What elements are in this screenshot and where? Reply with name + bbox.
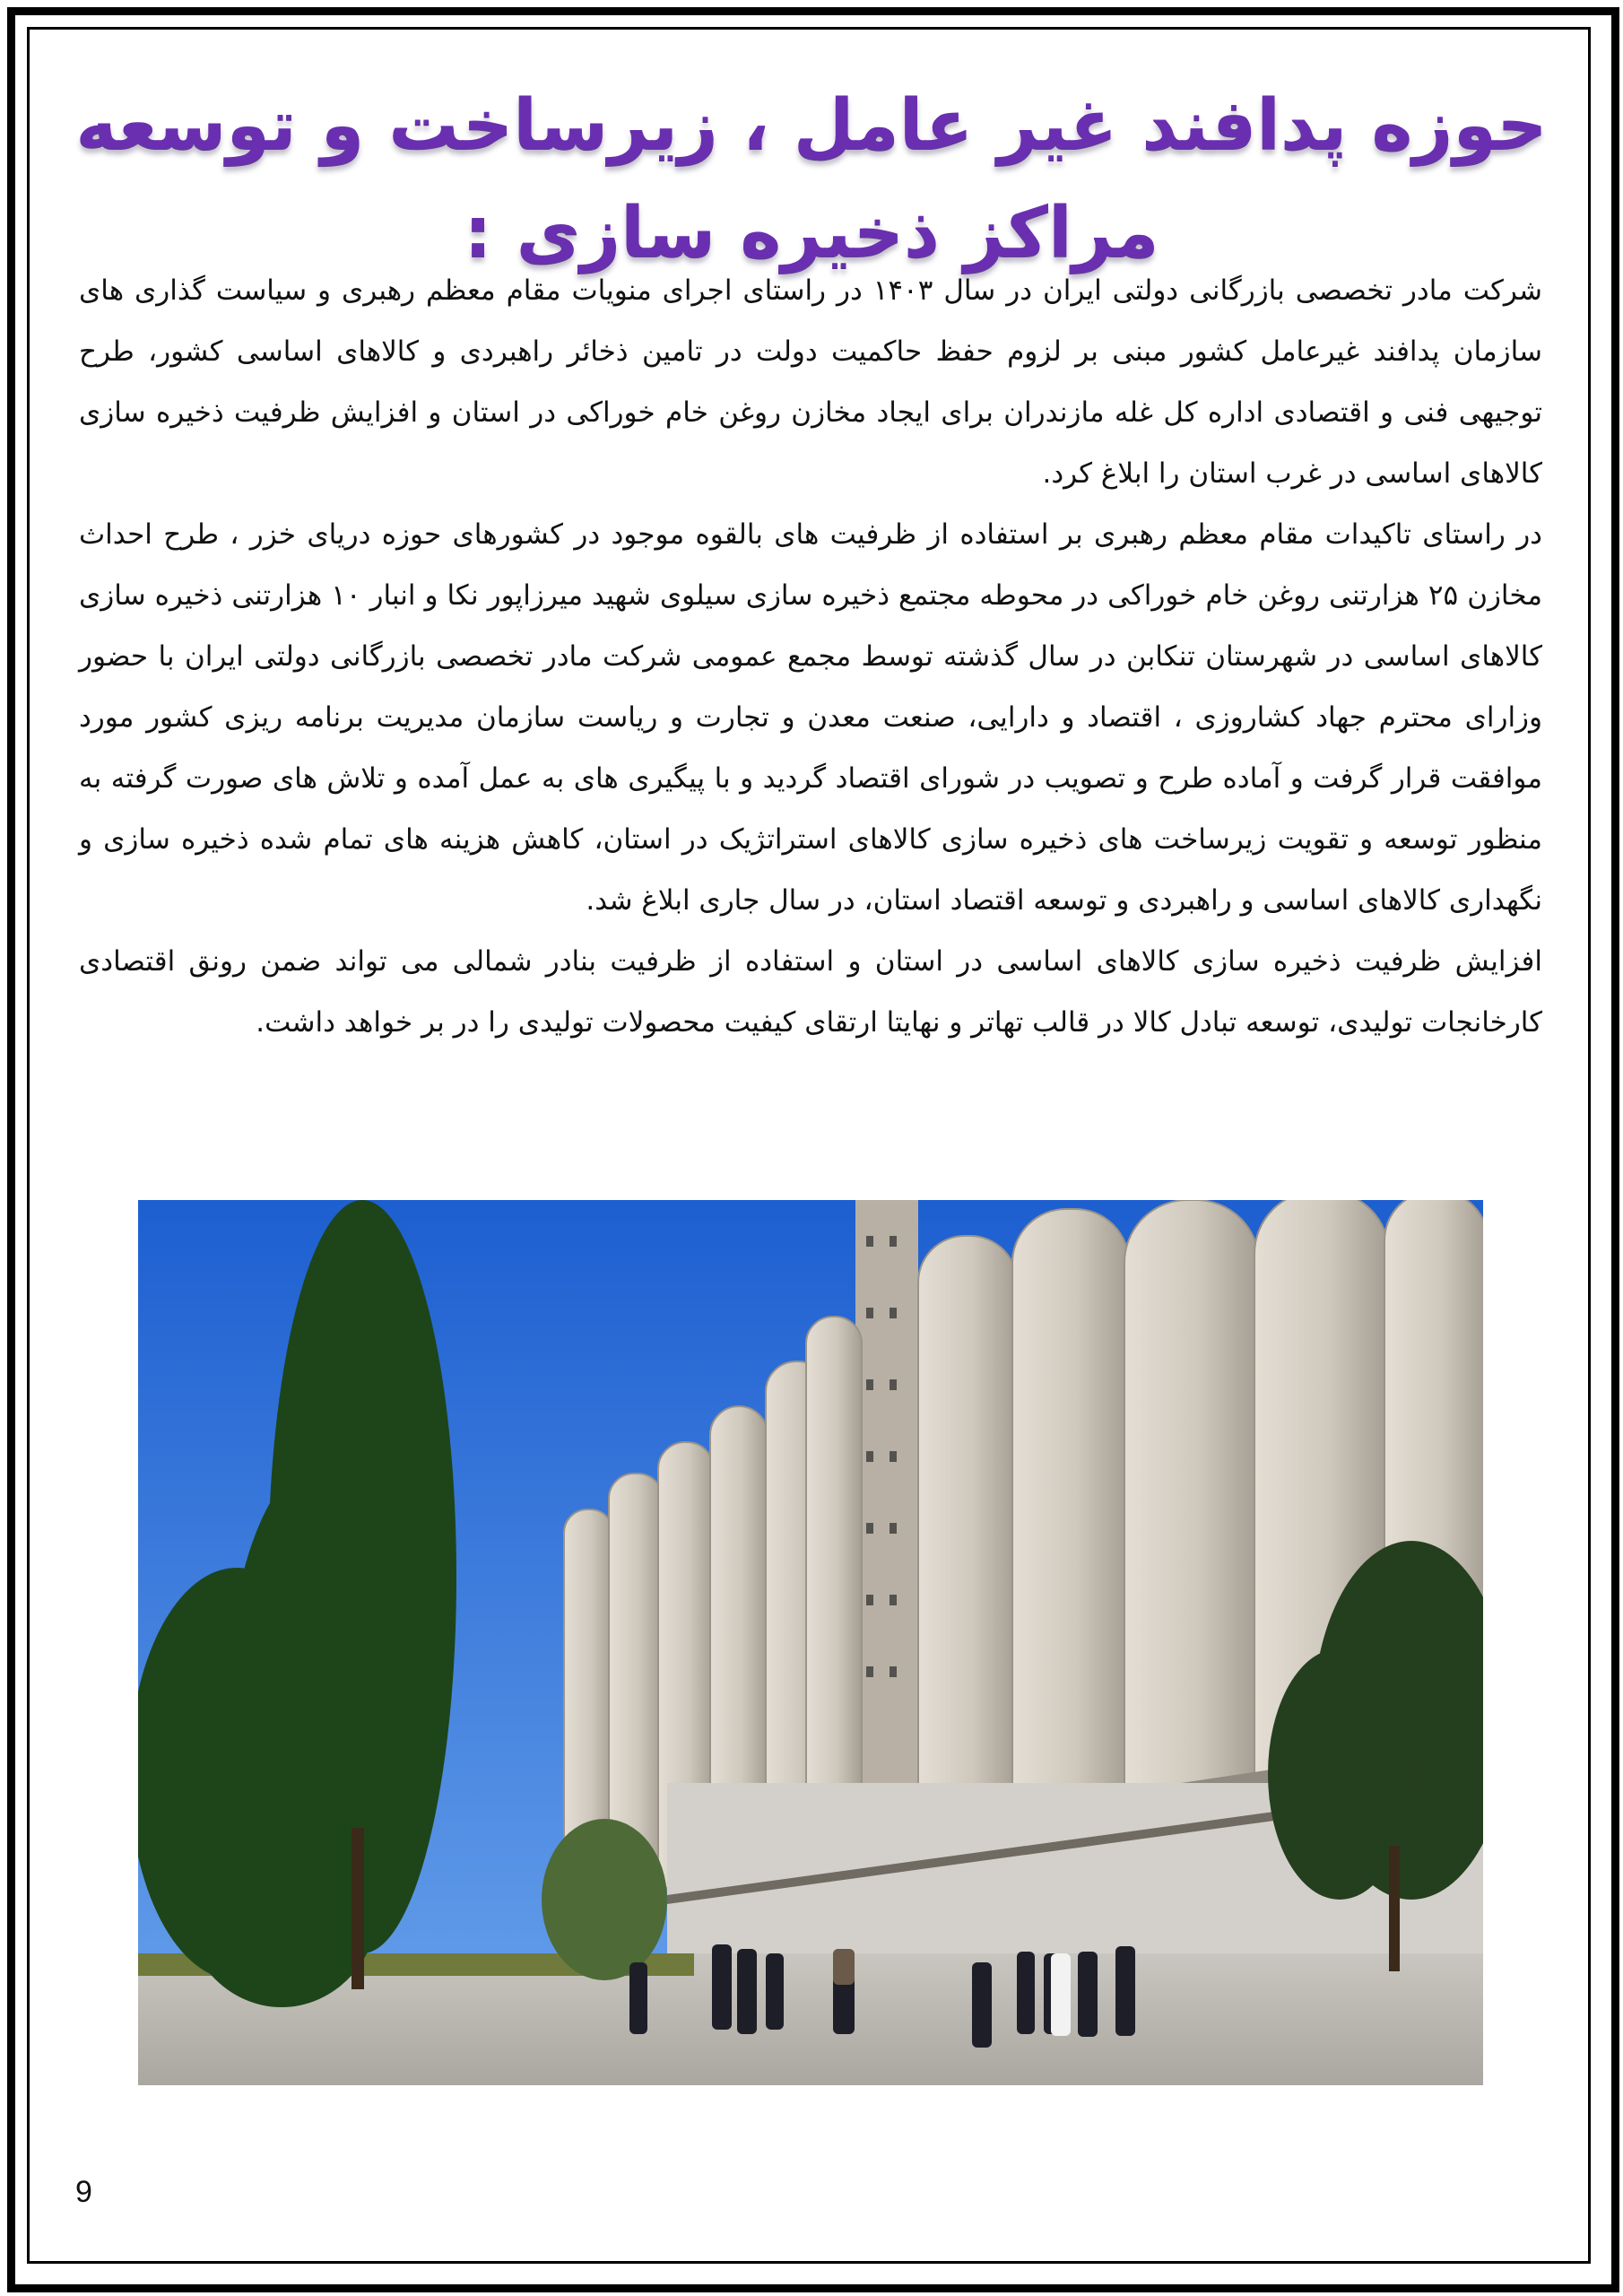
silo-photo — [138, 1200, 1483, 2085]
article-body — [79, 260, 1542, 1053]
paragraph-1: شرکت مادر تخصصی بازرگانی دولتی ایران در سال ۱۴۰۳ در راستای اجرای منویات مقام معظم رهبری و سیاست گذاری های سازمان پدافند غیرعامل کشور مبنی بر لزوم حفظ حاکمیت دولت در تامین ذخائر راهبردی و کالاهای اساسی کشور، طرح توجیهی فنی و اقتصادی اداره کل غله مازندران برای ایجاد مخازن روغن خام خوراکی در استان و افزایش ظرفیت ذخیره سازی کالاهای اساسی در غرب استان را ابلاغ کرد. — [79, 274, 1543, 490]
page-number: 9 — [75, 2175, 92, 2209]
silo-tower — [855, 1200, 918, 1846]
paragraph-2: در راستای تاکیدات مقام معظم رهبری بر استفاده از ظرفیت های بالقوه موجود در کشورهای حوزه دریای خزر ، طرح احداث مخازن ۲۵ هزارتنی روغن خام خوراکی در محوطه مجتمع ذخیره سازی سیلوی شهید میرزاپور نکا و انبار ۱۰ هزارتنی ذخیره سازی کالاهای اساسی در شهرستان تنکابن در سال گذشته توسط مجمع عمومی شرکت مادر تخصصی بازرگانی دولتی ایران با حضور وزارای محترم جهاد کشاروزی ، اقتصاد و دارایی، صنعت معدن و تجارت و ریاست سازمان مدیریت برنامه ریزی کشور مورد موافقت قرار گرفت و آماده طرح و تصویب در شورای اقتصاد گردید و با پیگیری های به عمل آمده و تلاش های صورت گرفته به منظور توسعه و تقویت زیرساخت های ذخیره سازی کالاهای استراتژیک در استان، کاهش هزینه های تمام شده ذخیره سازی و نگهداری کالاهای اساسی و راهبردی و توسعه اقتصاد استان، در سال جاری ابلاغ شد. — [79, 518, 1542, 917]
paragraph-3: افزایش ظرفیت ذخیره سازی کالاهای اساسی در استان و استفاده از ظرفیت بنادر شمالی می تواند ضمن رونق اقتصادی کارخانجات تولیدی، توسعه تبادل کالا در قالب تهاتر و نهایتا ارتقای کیفیت محصولات تولیدی را در بر خواهد داشت. — [79, 945, 1542, 1039]
page-title: حوزه پدافند غیر عامل ، زیرساخت و توسعه مراکز ذخیره سازی : — [75, 85, 1548, 274]
